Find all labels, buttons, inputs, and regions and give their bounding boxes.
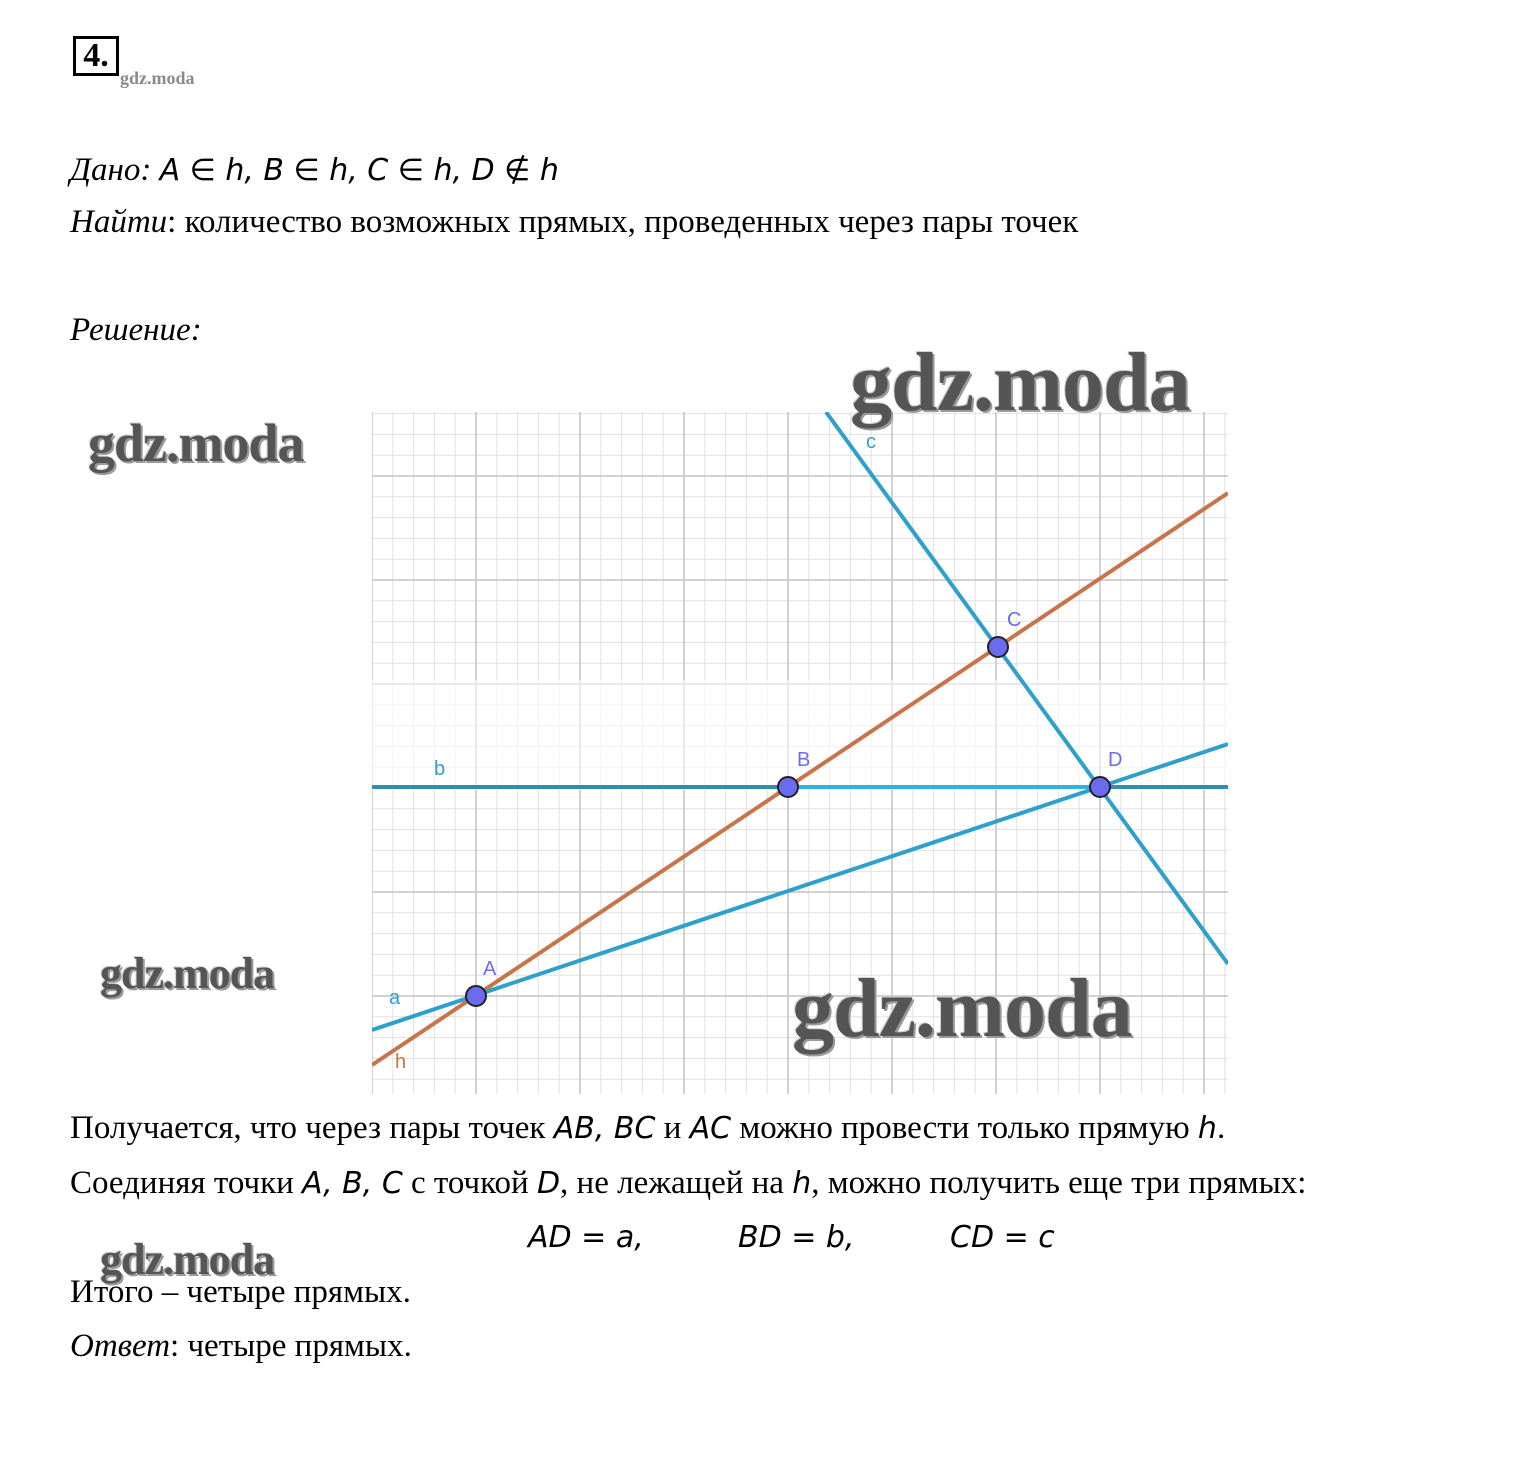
total-line: Итого – четыре прямых. <box>70 1274 411 1310</box>
line-label-a: a <box>389 987 401 1009</box>
equation-cd: CD = c <box>950 1220 1055 1255</box>
solution-label: Решение: <box>70 312 202 348</box>
math-fragment: AB, BC <box>553 1111 656 1146</box>
point-label-b: B <box>797 749 811 771</box>
point-label-a: A <box>483 958 497 980</box>
watermark-mid-left: gdz.moda <box>100 949 275 998</box>
math-fragment: h <box>792 1166 812 1201</box>
watermark-bottom-right: gdz.moda <box>792 962 1132 1055</box>
text-fragment: и <box>655 1110 690 1146</box>
point-label-d: D <box>1108 749 1123 771</box>
math-fragment: AC <box>689 1111 732 1146</box>
watermark-bottom-left: gdz.moda <box>100 1235 275 1284</box>
given-label: Дано: <box>70 152 152 188</box>
point-label-c: C <box>1007 609 1022 631</box>
result-line-1 <box>70 1108 1225 1149</box>
find-label: Найти <box>70 204 168 240</box>
point-b <box>778 777 798 797</box>
text-fragment: , можно получить еще три прямых: <box>811 1165 1307 1201</box>
text-fragment: с точкой <box>402 1165 537 1201</box>
answer-line <box>70 1326 412 1366</box>
problem-number: 4. <box>73 36 119 76</box>
point-d <box>1090 777 1110 797</box>
point-c <box>988 637 1008 657</box>
watermark-top-right: gdz.moda <box>850 336 1190 429</box>
point-a <box>466 986 486 1006</box>
math-fragment: h <box>1197 1111 1217 1146</box>
line-label-h: h <box>395 1051 407 1073</box>
equation-ad: AD = a, <box>528 1220 644 1255</box>
text-fragment: Получается, что через пары точек <box>70 1110 554 1146</box>
math-fragment: D <box>536 1166 561 1201</box>
answer-text: : четыре прямых. <box>170 1328 412 1364</box>
find-text: : количество возможных прямых, проведенных через пары точек <box>167 204 1079 240</box>
line-label-b: b <box>434 758 446 780</box>
given-condition: A ∈ h, B ∈ h, C ∈ h, D ∉ h <box>159 153 559 188</box>
header-watermark: gdz.moda <box>120 68 195 88</box>
result-line-2 <box>70 1163 1306 1204</box>
text-fragment: Соединяя точки <box>70 1165 303 1201</box>
watermark-top-left: gdz.moda <box>88 413 304 473</box>
equation-bd: BD = b, <box>738 1220 855 1255</box>
text-fragment: , не лежащей на <box>560 1165 793 1201</box>
answer-label: Ответ <box>70 1328 171 1364</box>
text-fragment: можно провести только прямую <box>731 1110 1198 1146</box>
line-label-c: c <box>866 431 876 453</box>
math-fragment: A, B, C <box>302 1166 403 1201</box>
text-fragment: . <box>1216 1110 1226 1146</box>
